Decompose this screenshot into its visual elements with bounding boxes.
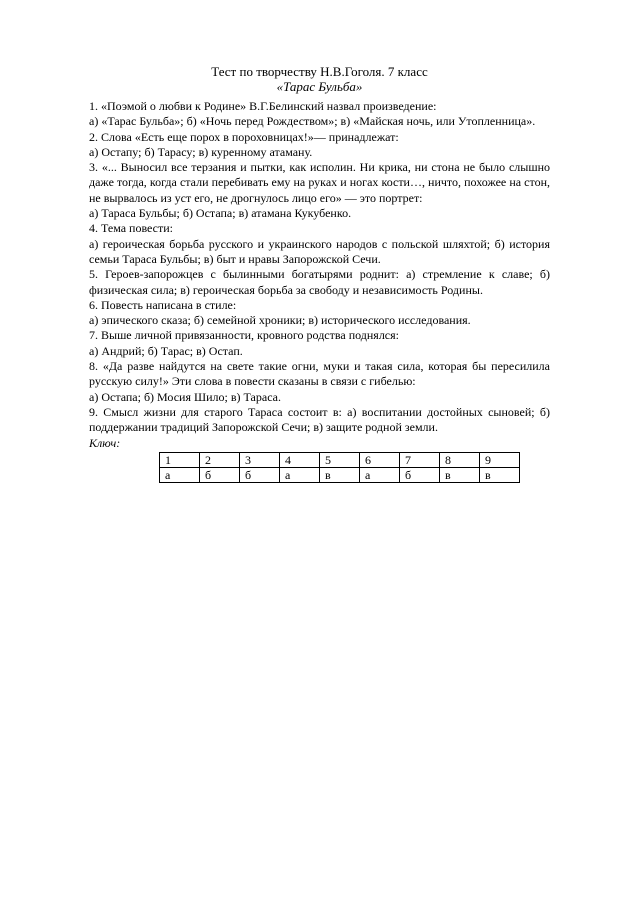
key-answer-cell: а	[360, 467, 400, 482]
question-9: 9. Смысл жизни для старого Тараса состоит в: а) воспитании достойных сыновей; б) поддержании традиций Запорожской Сечи; в) защите родной земли.	[89, 404, 550, 435]
question-6: 6. Повесть написана в стиле:	[89, 297, 237, 312]
question-7: 7. Выше личной привязанности, кровного родства поднялся:	[89, 328, 399, 343]
answers-7: а) Андрий; б) Тарас; в) Остап.	[89, 343, 243, 358]
key-number-cell: 6	[360, 452, 400, 467]
test-questions	[89, 99, 550, 436]
key-answer-cell: в	[440, 467, 480, 482]
answers-6: а) эпического сказа; б) семейной хроники; в) исторического исследования.	[89, 313, 471, 328]
key-number-cell: 7	[400, 452, 440, 467]
key-number-cell: 9	[480, 452, 520, 467]
key-number-cell: 5	[320, 452, 360, 467]
key-number-cell: 8	[440, 452, 480, 467]
answers-4: а) героическая борьба русского и украинского народов с польской шляхтой; б) история семьи Тараса Бульбы; в) быт и нравы Запорожской Сечи.	[89, 236, 550, 266]
key-answer-cell: б	[200, 467, 240, 482]
question-8: 8. «Да разве найдутся на свете такие огни, муки и такая сила, которая бы пересилила русскую силу!» Эти слова в повести сказаны в связи с гибелью:	[89, 359, 550, 389]
answer-key-table	[159, 452, 520, 483]
question-3: 3. «... Выносил все терзания и пытки, как исполин. Ни крика, ни стона не было слышно даже тогда, когда стали перебивать ему на руках и ногах кости…, ничто, похожее на стон, не вырвалось из уст его, не дрогнулось лицо его» — это портрет:	[89, 160, 550, 205]
document-page	[89, 64, 550, 483]
key-numbers-row	[160, 452, 520, 467]
key-answer-cell: б	[240, 467, 280, 482]
page-title: Тест по творчеству Н.В.Гоголя. 7 класс	[211, 64, 428, 79]
question-5: 5. Героев-запорожцев с былинными богатырями роднит: а) стремление к славе; б) физическая сила; в) героическая борьба за свободу и независимость Родины.	[89, 267, 550, 297]
key-answer-cell: б	[400, 467, 440, 482]
key-answers-row	[160, 467, 520, 482]
question-2: 2. Слова «Есть еще порох в пороховницах!»— принадлежат:	[89, 129, 399, 144]
answers-1: а) «Тарас Бульба»; б) «Ночь перед Рождеством»; в) «Майская ночь, или Утопленница».	[89, 114, 536, 129]
key-number-cell: 4	[280, 452, 320, 467]
key-number-cell: 3	[240, 452, 280, 467]
key-label: Ключ:	[89, 435, 121, 450]
answers-8: а) Остапа; б) Мосия Шило; в) Тараса.	[89, 389, 281, 404]
key-answer-cell: а	[160, 467, 200, 482]
question-4: 4. Тема повести:	[89, 221, 174, 236]
page-subtitle: «Тарас Бульба»	[276, 79, 363, 94]
key-number-cell: 2	[200, 452, 240, 467]
question-1: 1. «Поэмой о любви к Родине» В.Г.Белинский назвал произведение:	[89, 99, 437, 113]
key-answer-cell: а	[280, 467, 320, 482]
key-answer-cell: в	[480, 467, 520, 482]
answers-2: а) Остапу; б) Тарасу; в) куренному атаману.	[89, 144, 313, 159]
key-answer-cell: в	[320, 467, 360, 482]
key-number-cell: 1	[160, 452, 200, 467]
answers-3: а) Тараса Бульбы; б) Остапа; в) атамана Кукубенко.	[89, 206, 352, 221]
